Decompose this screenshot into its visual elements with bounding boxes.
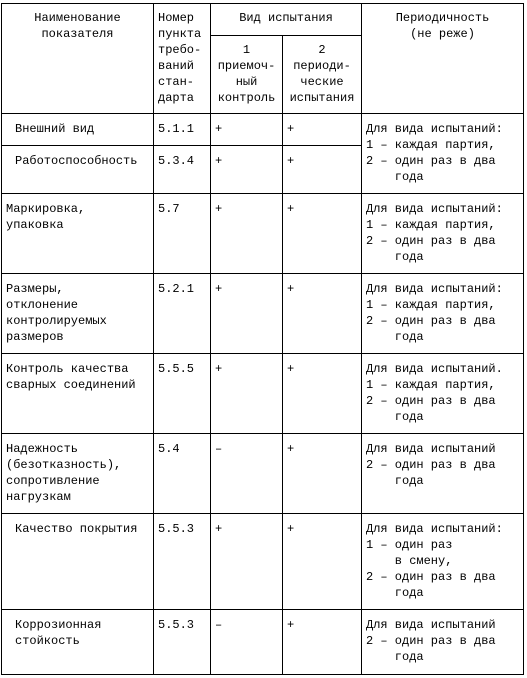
row-clause: 5.3.4 (158, 154, 195, 168)
frequency-cell: Для вида испытаний. 1 – каждая партия, 2 – один раз в два года (366, 362, 503, 424)
row-clause: 5.7 (158, 202, 180, 216)
row-clause: 5.4 (158, 442, 180, 456)
row-name: Надежность (безотказность), сопротивление нагрузкам (6, 442, 122, 504)
row-name: Работоспособность (15, 154, 138, 168)
row-name: Внешний вид (15, 122, 95, 136)
header-acceptance: 1 приемоч- ный контроль (217, 43, 276, 105)
row-periodic: + (287, 202, 295, 216)
row-acceptance: + (215, 122, 223, 136)
row-clause: 5.5.5 (158, 362, 195, 376)
header-periodic: 2 периоди- ческие испытания (289, 43, 355, 105)
frequency-cell: Для вида испытаний: 1 – каждая партия, 2 – один раз в два года (366, 282, 503, 344)
row-periodic: + (287, 618, 295, 632)
frequency-cell: Для вида испытаний: 1 – каждая партия, 2 – один раз в два года (366, 202, 503, 264)
header-frequency: Периодичность (не реже) (395, 11, 490, 41)
row-acceptance: + (215, 202, 223, 216)
row-acceptance: + (215, 362, 223, 376)
row-clause: 5.2.1 (158, 282, 195, 296)
header-clause: Номер пункта требо- ваний стан- дарта (158, 11, 202, 105)
row-periodic: + (287, 362, 295, 376)
row-acceptance: – (215, 618, 223, 632)
row-name: Контроль качества сварных соединений (6, 362, 136, 392)
row-acceptance: – (215, 442, 223, 456)
row-periodic: + (287, 282, 295, 296)
row-periodic: + (287, 442, 295, 456)
header-name: Наименование показателя (34, 11, 121, 41)
row-clause: 5.1.1 (158, 122, 195, 136)
row-acceptance: + (215, 522, 223, 536)
frequency-cell: Для вида испытаний 2 – один раз в два года (366, 618, 496, 664)
row-periodic: + (287, 522, 295, 536)
frequency-cell: Для вида испытаний: 1 – каждая партия, 2 – один раз в два года (366, 122, 503, 184)
row-periodic: + (287, 122, 295, 136)
row-acceptance: + (215, 154, 223, 168)
row-name: Размеры, отклонение контролируемых размеров (6, 282, 107, 344)
row-periodic: + (287, 154, 295, 168)
row-name: Коррозионная стойкость (15, 618, 102, 648)
row-acceptance: + (215, 282, 223, 296)
row-clause: 5.5.3 (158, 618, 195, 632)
frequency-cell: Для вида испытаний: 1 – один раз в смену, 2 – один раз в два года (366, 522, 503, 600)
header-test-type: Вид испытания (239, 11, 333, 25)
row-name: Маркировка, упаковка (6, 202, 86, 232)
frequency-cell: Для вида испытаний 2 – один раз в два года (366, 442, 496, 488)
row-clause: 5.5.3 (158, 522, 195, 536)
row-name: Качество покрытия (15, 522, 138, 536)
